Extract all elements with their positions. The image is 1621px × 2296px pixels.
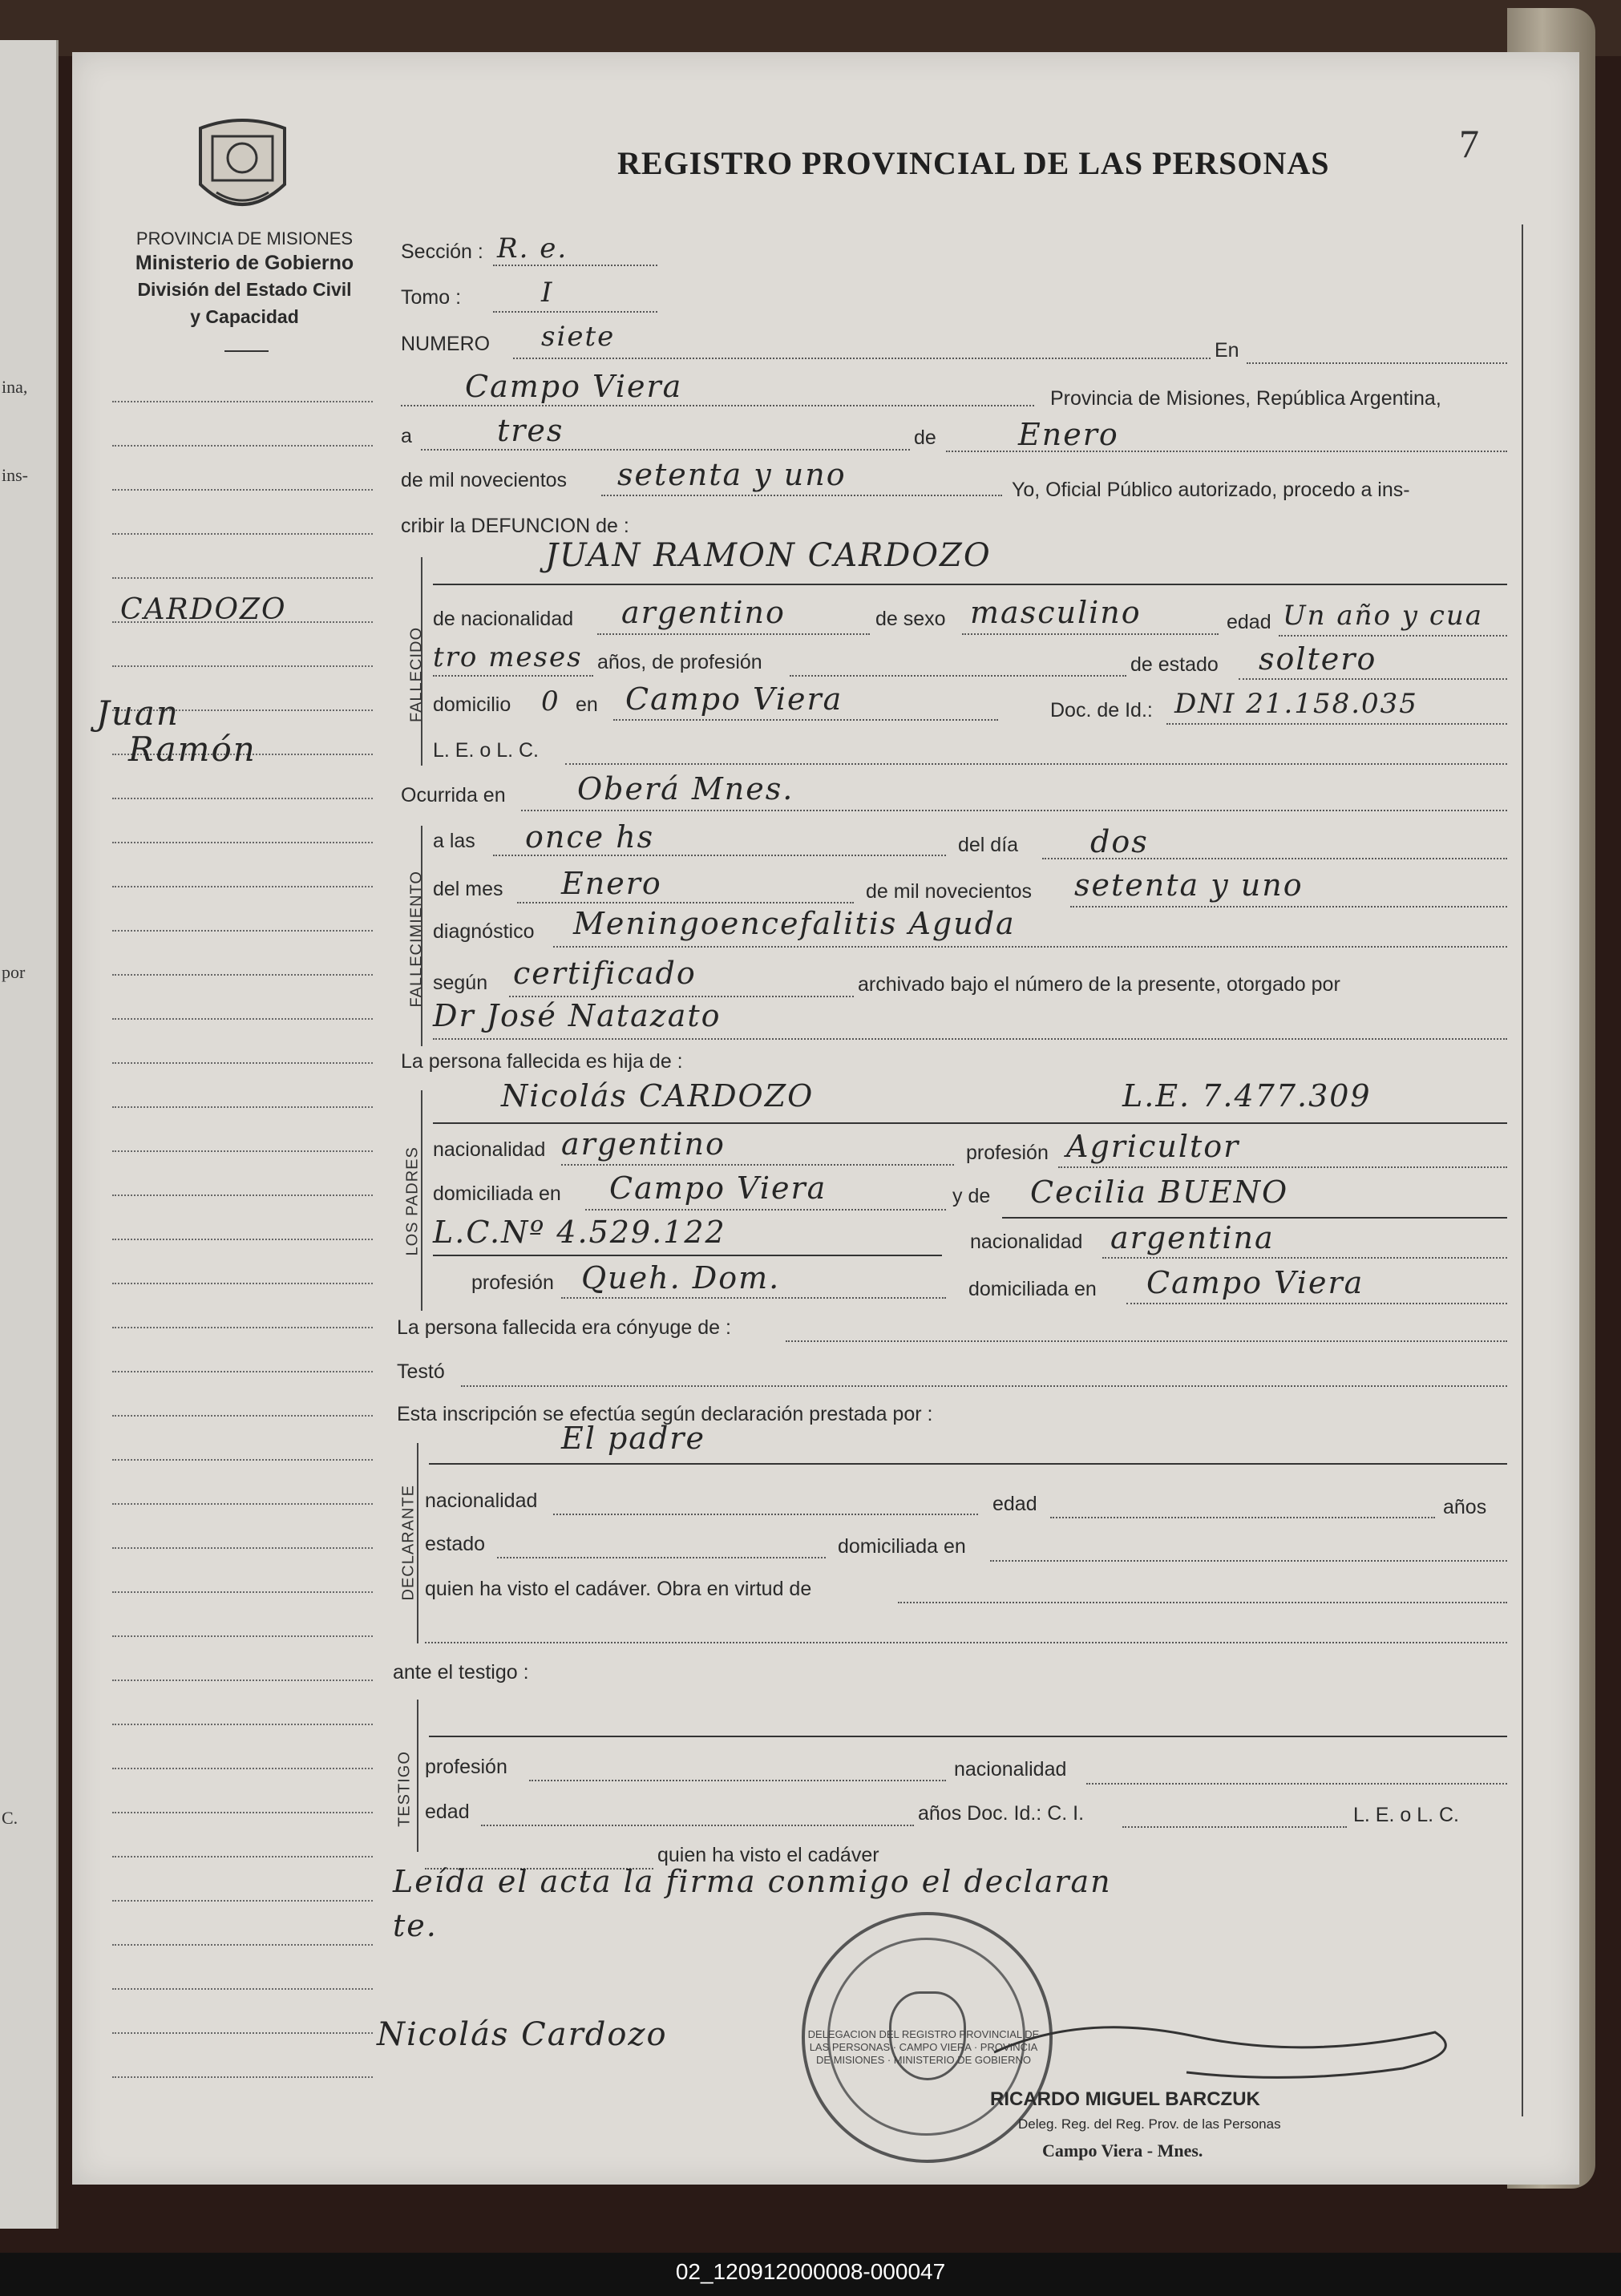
hora-dots	[493, 855, 946, 856]
dia-value: dos	[1090, 824, 1149, 859]
le-label: L. E. o L. C.	[433, 739, 540, 762]
fallecido-label: FALLECIDO	[407, 626, 426, 723]
year-value: setenta y uno	[617, 457, 847, 492]
declarante-edad-label: edad	[992, 1493, 1037, 1515]
testigo-nac-label: nacionalidad	[954, 1758, 1067, 1781]
ocurrida-dots	[521, 810, 1507, 811]
testigo-prof-label: profesión	[425, 1756, 507, 1778]
padre-prof-value: Agricultor	[1066, 1129, 1240, 1164]
anio-label: de mil novecientos	[866, 880, 1033, 903]
doc-value: DNI 21.158.035	[1174, 688, 1418, 720]
padre-dom-dots	[585, 1209, 946, 1211]
profesion-dots	[790, 675, 1126, 677]
official-signature-icon	[986, 2004, 1467, 2092]
official-place: Campo Viera - Mnes.	[1042, 2140, 1203, 2161]
testigo-doc-dots	[1122, 1826, 1347, 1828]
margin-line	[112, 1459, 373, 1461]
testigo-intro-label: ante el testigo :	[393, 1661, 529, 1684]
domicilio-label: domicilio	[433, 693, 511, 716]
left-page-fragment	[0, 40, 59, 2229]
day-value: tres	[497, 413, 564, 448]
margin-line	[112, 886, 373, 887]
org-line-4: y Capacidad	[190, 306, 299, 327]
tomo-label: Tomo :	[401, 286, 462, 309]
madre-doc: L.C.Nº 4.529.122	[433, 1215, 726, 1250]
testigo-edad-dots	[481, 1825, 914, 1826]
edad-label: edad	[1227, 611, 1271, 633]
margin-line	[112, 2076, 373, 2078]
padre-nac-value: argentino	[561, 1126, 726, 1162]
margin-line	[112, 974, 373, 976]
declarante-nac-dots	[553, 1514, 978, 1515]
edad-dots	[1279, 635, 1507, 637]
official-title: Deleg. Reg. del Reg. Prov. de las Personas	[1018, 2116, 1281, 2132]
testigo-visto-label: quien ha visto el cadáver	[657, 1844, 879, 1866]
padre-name: Nicolás CARDOZO	[501, 1078, 815, 1114]
padre-prof-label: profesión	[966, 1142, 1049, 1164]
declarante-anos-label: años	[1443, 1496, 1487, 1518]
edad-value-2: tro meses	[433, 641, 583, 673]
margin-surname: CARDOZO	[120, 593, 287, 626]
provincia-label: Provincia de Misiones, República Argentina,	[1050, 387, 1441, 410]
testo-dots	[461, 1385, 1507, 1387]
mes-dots	[517, 902, 854, 903]
declaracion-label: Esta inscripción se efectúa según declaración prestada por :	[397, 1403, 933, 1425]
diag-dots	[553, 946, 1507, 948]
seccion-label: Sección :	[401, 241, 483, 263]
madre-nac-dots	[1102, 1257, 1507, 1259]
doctor-value: Dr José Natazato	[433, 998, 722, 1033]
tomo-dots	[493, 311, 657, 313]
footer-label: 02_120912000008-000047	[675, 2259, 946, 2284]
fallecido-name-line	[433, 584, 1507, 585]
fallecido-name: JUAN RAMON CARDOZO	[545, 537, 992, 574]
tomo-value: I	[541, 277, 554, 309]
margin-line	[112, 1724, 373, 1725]
padre-name-line	[433, 1122, 1507, 1124]
place-dots	[401, 405, 1034, 406]
margin-given-2: Ramón	[128, 730, 257, 769]
margin-line	[112, 1415, 373, 1417]
padre-nac-label: nacionalidad	[433, 1138, 546, 1161]
declarante-edad-dots	[1050, 1517, 1435, 1518]
margin-line	[112, 1547, 373, 1549]
declarante-name: El padre	[561, 1421, 705, 1456]
margin-line	[112, 842, 373, 843]
testigo-label: TESTIGO	[395, 1751, 414, 1827]
year-dots	[601, 495, 1002, 496]
margin-line	[112, 1591, 373, 1593]
estado-label: de estado	[1130, 653, 1219, 676]
declarante-extra-dots	[425, 1642, 1507, 1643]
official-name: RICARDO MIGUEL BARCZUK	[990, 2088, 1260, 2110]
declarante-dom-dots	[990, 1560, 1507, 1562]
margin-line	[112, 533, 373, 535]
domicilio-en-label: en	[576, 693, 598, 716]
padre-doc: L.E. 7.477.309	[1122, 1078, 1372, 1114]
madre-nac-label: nacionalidad	[970, 1231, 1083, 1253]
padre-nac-dots	[561, 1164, 954, 1166]
archivado-label: archivado bajo el número de la presente, otorgado por	[858, 973, 1340, 996]
declarante-estado-label: estado	[425, 1533, 486, 1555]
padres-intro-label: La persona fallecida es hija de :	[401, 1050, 683, 1073]
margin-line	[112, 1856, 373, 1857]
year-label: de mil novecientos	[401, 469, 568, 491]
hora-value: once hs	[525, 819, 655, 855]
en-dots	[1247, 362, 1507, 364]
anio-dots	[1070, 906, 1507, 907]
de-label: de	[914, 426, 936, 449]
segun-label: según	[433, 972, 488, 994]
testigo-nac-dots	[1086, 1783, 1507, 1785]
declarant-signature: Nicolás Cardozo	[377, 2016, 668, 2053]
page-title: REGISTRO PROVINCIAL DE LAS PERSONAS	[617, 145, 1330, 181]
margin-line	[112, 1768, 373, 1769]
org-divider	[224, 350, 269, 352]
madre-prof-value: Queh. Dom.	[581, 1260, 781, 1296]
seccion-value: R. e.	[497, 232, 568, 265]
right-rule	[1522, 224, 1523, 2116]
edad2-dots	[433, 675, 593, 677]
nac-dots	[597, 633, 870, 635]
margin-line	[112, 1812, 373, 1813]
margin-given-1: Juan	[96, 693, 180, 733]
declarante-visto-dots	[898, 1602, 1507, 1603]
conyuge-label: La persona fallecida era cónyuge de :	[397, 1316, 731, 1339]
month-value: Enero	[1018, 417, 1119, 452]
margin-line	[112, 1503, 373, 1505]
margin-line	[112, 1283, 373, 1284]
testigo-le-label: L. E. o L. C.	[1353, 1804, 1460, 1826]
doctor-dots	[433, 1038, 1507, 1040]
margin-line	[112, 1327, 373, 1328]
fallecimiento-label: FALLECIMIENTO	[407, 871, 426, 1008]
padre-prof-dots	[1058, 1166, 1507, 1168]
margin-line	[112, 1239, 373, 1240]
margin-line	[112, 489, 373, 491]
nacionalidad-label: de nacionalidad	[433, 608, 574, 630]
testo-label: Testó	[397, 1360, 445, 1383]
testigo-edad-label: edad	[425, 1801, 470, 1823]
margin-line	[112, 1018, 373, 1020]
margin-line	[112, 1106, 373, 1108]
madre-prof-label: profesión	[471, 1271, 554, 1294]
left-fragment-1: ina,	[2, 377, 28, 397]
domicilio-number: 0	[541, 685, 560, 718]
sexo-value: masculino	[970, 595, 1142, 630]
madre-doc-line	[433, 1255, 942, 1256]
nacionalidad-value: argentino	[621, 595, 786, 630]
doc-dots	[1166, 723, 1507, 725]
page-number: 7	[1459, 121, 1479, 166]
testigo-name-line	[429, 1736, 1507, 1737]
declarante-dom-label: domiciliada en	[838, 1535, 966, 1558]
madre-name: Cecilia BUENO	[1030, 1174, 1289, 1210]
hora-label: a las	[433, 830, 475, 852]
margin-line	[112, 798, 373, 799]
estado-value: soltero	[1259, 641, 1377, 677]
madre-name-line	[1002, 1217, 1507, 1219]
coat-of-arms-icon	[192, 112, 293, 220]
seccion-dots	[493, 265, 657, 266]
left-fragment-4: C.	[2, 1808, 18, 1828]
closing-line-2: te.	[393, 1908, 438, 1943]
margin-line	[112, 401, 373, 402]
doc-label: Doc. de Id.:	[1050, 699, 1153, 722]
numero-value: siete	[541, 321, 616, 353]
inscribir-label: cribir la DEFUNCION de :	[401, 515, 629, 537]
org-line-1: PROVINCIA DE MISIONES	[135, 228, 354, 249]
margin-line	[112, 1635, 373, 1637]
testigo-doc-label: años Doc. Id.: C. I.	[918, 1802, 1085, 1825]
left-fragment-2: ins-	[2, 465, 28, 485]
declarante-label: DECLARANTE	[399, 1485, 418, 1601]
margin-line	[112, 1194, 373, 1196]
segun-dots	[509, 996, 854, 997]
org-line-2: Ministerio de Gobierno	[135, 252, 354, 274]
background-top	[0, 0, 1621, 56]
margin-line	[112, 445, 373, 447]
en-label: En	[1215, 339, 1239, 362]
declarante-estado-dots	[497, 1557, 826, 1558]
seal-text: DELEGACION DEL REGISTRO PROVINCIAL DE LAS PERSONAS · CAMPO VIERA · PROVINCIA DE MISIONES · MINISTERIO DE GOBIERNO	[807, 2028, 1040, 2066]
margin-line	[112, 1371, 373, 1372]
dia-label: del día	[958, 834, 1019, 856]
declarante-name-line	[429, 1463, 1507, 1465]
madre-dom-dots	[1126, 1303, 1507, 1304]
margin-line	[112, 577, 373, 579]
le-dots	[565, 763, 1507, 765]
a-label: a	[401, 425, 412, 447]
madre-dom-label: domiciliada en	[968, 1278, 1097, 1300]
declarante-visto-label: quien ha visto el cadáver. Obra en virtud de	[425, 1578, 812, 1600]
sexo-dots	[962, 633, 1219, 635]
margin-line	[112, 2032, 373, 2034]
conyuge-dots	[786, 1340, 1507, 1342]
domicilio-dots	[613, 719, 998, 721]
madre-nac-value: argentina	[1110, 1220, 1275, 1255]
margin-line	[112, 1900, 373, 1902]
testigo-bracket	[417, 1700, 418, 1852]
madre-prof-dots	[561, 1297, 946, 1299]
oficial-label: Yo, Oficial Público autorizado, procedo a ins-	[1012, 479, 1410, 501]
numero-dots	[513, 358, 1211, 359]
declarante-nac-label: nacionalidad	[425, 1490, 538, 1512]
anos-label: años, de profesión	[597, 651, 762, 673]
mes-value: Enero	[561, 866, 662, 901]
mes-label: del mes	[433, 878, 503, 900]
padre-dom-value: Campo Viera	[609, 1170, 827, 1206]
sexo-label: de sexo	[875, 608, 946, 630]
padre-dom-label: domiciliada en	[433, 1182, 561, 1205]
diagnostico-value: Meningoencefalitis Aguda	[573, 906, 1016, 941]
testigo-prof-dots	[529, 1780, 946, 1781]
place-value: Campo Viera	[465, 369, 683, 404]
anio-value: setenta y uno	[1074, 867, 1304, 903]
margin-line	[112, 665, 373, 667]
padres-label: LOS PADRES	[403, 1146, 422, 1256]
ocurrida-value: Oberá Mnes.	[577, 771, 794, 806]
margin-line	[112, 1680, 373, 1681]
margin-line	[112, 1150, 373, 1152]
margin-line	[112, 1062, 373, 1064]
left-fragment-3: por	[2, 962, 26, 982]
madre-dom-value: Campo Viera	[1146, 1265, 1364, 1300]
margin-line	[112, 930, 373, 932]
diagnostico-label: diagnóstico	[433, 920, 535, 943]
estado-dots	[1239, 678, 1507, 680]
ocurrida-label: Ocurrida en	[401, 784, 506, 806]
segun-value: certificado	[513, 956, 697, 991]
yde-label: y de	[952, 1185, 991, 1207]
numero-label: NUMERO	[401, 333, 491, 355]
closing-line-1: Leída el acta la firma conmigo el declaran	[393, 1864, 1112, 1899]
edad-value: Un año y cua	[1283, 600, 1484, 632]
margin-line	[112, 1988, 373, 1990]
day-dots	[421, 449, 910, 451]
org-line-3: División del Estado Civil	[137, 279, 352, 300]
domicilio-value: Campo Viera	[625, 681, 843, 717]
margin-line	[112, 1944, 373, 1946]
